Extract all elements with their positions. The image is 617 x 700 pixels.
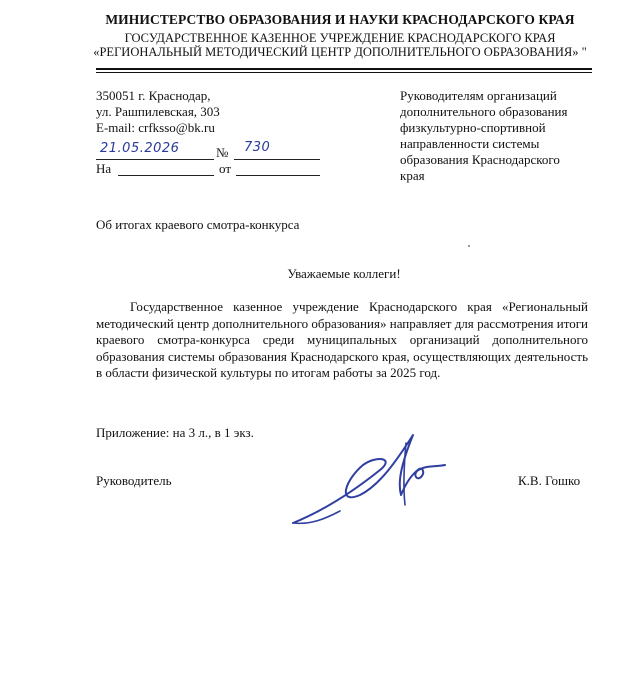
handwritten-number: 730 bbox=[244, 140, 271, 155]
attachment-note: Приложение: на 3 л., в 1 экз. bbox=[96, 425, 254, 440]
sender-address-city: 350051 г. Краснодар, bbox=[96, 88, 211, 103]
recipient-line: дополнительного образования bbox=[400, 104, 568, 119]
scan-speck bbox=[468, 245, 470, 247]
number-underline bbox=[234, 159, 320, 160]
recipient-line: Руководителям организаций bbox=[400, 88, 557, 103]
sender-address-street: ул. Рашпилевская, 303 bbox=[96, 104, 220, 119]
header-rule-thick bbox=[96, 68, 592, 70]
on-underline bbox=[118, 175, 214, 176]
recipient-line: края bbox=[400, 168, 425, 183]
letter-body: Государственное казенное учреждение Краснодарского края «Региональный методический центр дополнительного образования» направляет для рассмотрения итоги краевого смотра-конкурса среди муниципальных организаций дополнительного образования системы образования Краснодарского края, осуществляющих деятельность в области физической культуры по итогам работы за 2025 год. bbox=[96, 299, 588, 381]
handwritten-date: 21.05.2026 bbox=[100, 141, 180, 156]
number-sign: № bbox=[216, 145, 229, 160]
letter-subject: Об итогах краевого смотра-конкурса bbox=[96, 217, 300, 232]
recipient-line: образования Краснодарского bbox=[400, 152, 560, 167]
institution-title: ГОСУДАРСТВЕННОЕ КАЗЕННОЕ УЧРЕЖДЕНИЕ КРАСНОДАРСКОГО КРАЯ bbox=[124, 31, 556, 45]
from-label: от bbox=[219, 161, 232, 176]
on-label: На bbox=[96, 161, 112, 176]
ministry-title: МИНИСТЕРСТВО ОБРАЗОВАНИЯ И НАУКИ КРАСНОДАРСКОГО КРАЯ bbox=[105, 12, 575, 27]
recipient-line: физкультурно-спортивной bbox=[400, 120, 546, 135]
handwritten-signature bbox=[285, 425, 450, 540]
greeting: Уважаемые коллеги! bbox=[287, 266, 401, 281]
center-title: «РЕГИОНАЛЬНЫЙ МЕТОДИЧЕСКИЙ ЦЕНТР ДОПОЛНИТЕЛЬНОГО ОБРАЗОВАНИЯ» " bbox=[93, 45, 587, 59]
sender-email: E-mail: crfksso@bk.ru bbox=[96, 120, 215, 135]
recipient-line: направленности системы bbox=[400, 136, 540, 151]
from-underline bbox=[236, 175, 320, 176]
header-rule-thin bbox=[96, 72, 592, 73]
recipient-block bbox=[400, 88, 600, 184]
signatory-title: Руководитель bbox=[96, 473, 172, 488]
date-underline bbox=[96, 159, 214, 160]
signatory-name: К.В. Гошко bbox=[518, 473, 581, 488]
